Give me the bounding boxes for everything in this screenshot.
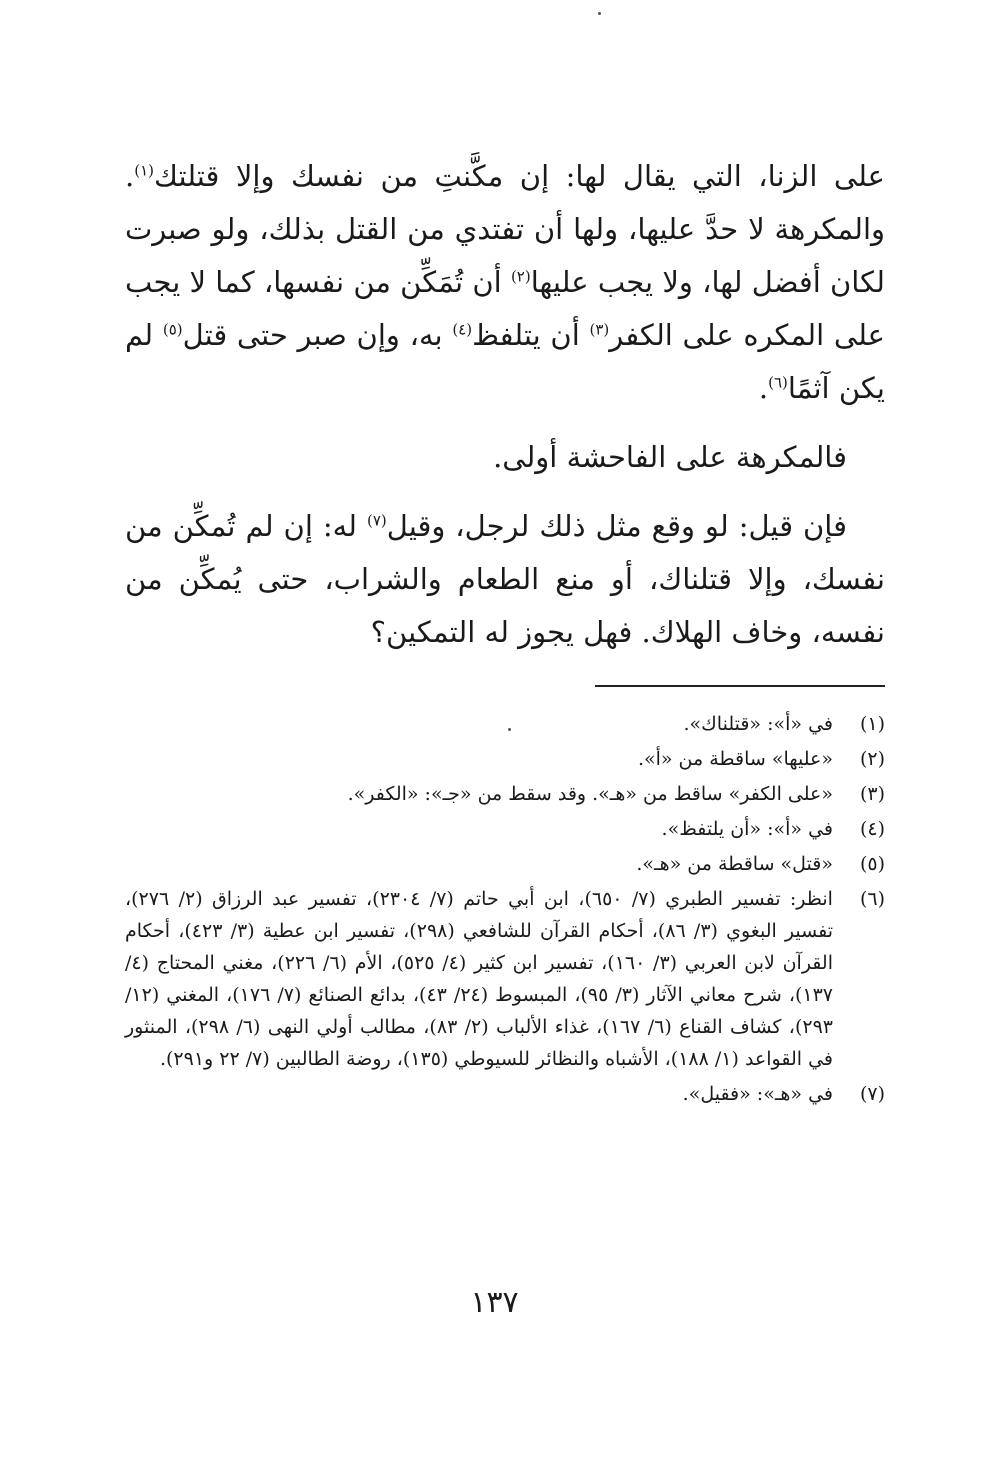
footnote-marker: (٤) (452, 320, 473, 339)
footnote-3 (125, 778, 885, 810)
footnote-number: (٦) (859, 888, 885, 910)
footnote-marker: (٦) (768, 373, 788, 392)
footnotes (125, 705, 885, 1113)
footnote-marker: (٢) (510, 267, 531, 286)
footnote-4 (125, 813, 885, 845)
paragraph-text: فإن قيل: لو وقع مثل ذلك لرجل، وقيل (386, 509, 848, 543)
paragraph-text: فالمكرهة على الفاحشة أولى. (493, 440, 847, 474)
paragraph-text: لم يكن آثمًا (125, 318, 885, 405)
footnote-number: (١) (859, 713, 885, 735)
paragraph-text: على الزنا، التي يقال لها: إن مكَّنتِ من نفسك وإلا قتلتك (154, 159, 885, 193)
paragraph-text: أن تُمَكِّن من نفسها، كما لا يجب على المكره على الكفر (125, 265, 885, 352)
scan-speck (598, 12, 601, 15)
footnote-marker: (٧) (366, 511, 387, 530)
footnote-text: «عليها» ساقطة من «أ». (637, 748, 833, 770)
paragraph-text: . والمكرهة لا حدَّ عليها، ولها أن تفتدي من القتل بذلك، ولو صبرت لكان أفضل لها، ولا يجب عليها (125, 159, 885, 299)
footnote-5 (125, 848, 885, 880)
footnote-number: (٧) (859, 1083, 885, 1105)
footnote-2 (125, 743, 885, 775)
scan-speck (508, 728, 511, 731)
footnote-number: (٤) (859, 818, 885, 840)
paragraph-3 (125, 500, 885, 659)
paragraph-text: . (758, 371, 769, 405)
paragraph-2 (125, 431, 885, 484)
footnote-number: (٢) (859, 748, 885, 770)
footnote-number: (٣) (859, 783, 885, 805)
footnote-text: في «أ»: «أن يلتفظ». (661, 818, 833, 840)
footnote-text: في «أ»: «قتلناك». (683, 713, 833, 735)
footnote-marker: (٣) (589, 320, 610, 339)
footnote-text: انظر: تفسير الطبري (٧/ ٦٥٠)، ابن أبي حاتم (٧/ ٢٣٠٤)، تفسير عبد الرزاق (٢/ ٢٧٦)، تفسير البغوي (٣/ ٨٦)، أحكام القرآن للشافعي (٢٩٨)، تفسير ابن عطية (٣/ ٤٢٣)، أحكام القرآن لابن العربي (٣/ ١٦٠)، تفسير ابن كثير (٤/ ٥٢٥)، الأم (٦/ ٢٢٦)، مغني المحتاج (٤/ ١٣٧)، شرح معاني الآثار (٣/ ٩٥)، المبسوط (٢٤/ ٤٣)، بدائع الصنائع (٧/ ١٧٦)، المغني (١٢/ ٢٩٣)، كشاف القناع (٦/ ١٦٧)، غذاء الألباب (٢/ ٨٣)، مطالب أولي النهى (٦/ ٢٩٨)، المنثور في القواعد (١/ ١٨٨)، الأشباه والنظائر للسيوطي (١٣٥)، روضة الطالبين (٧/ ٢٢ و٢٩١). (125, 888, 834, 1070)
paragraph-text: أن يتلفظ (472, 318, 590, 352)
footnote-marker: (١) (134, 161, 154, 180)
paragraph-text: له: إن لم تُمكِّن من نفسك، وإلا قتلناك، أو منع الطعام والشراب، حتى يُمكِّن من نفسه، وخاف الهلاك. فهل يجوز له التمكين؟ (125, 509, 885, 649)
footnote-separator (595, 685, 885, 687)
footnote-text: في «هـ»: «فقيل». (682, 1083, 833, 1105)
footnote-marker: (٥) (162, 320, 183, 339)
footnote-1 (125, 708, 885, 740)
footnote-text: «على الكفر» ساقط من «هـ». وقد سقط من «جـ»: «الكفر». (347, 783, 833, 805)
page-number: ١٣٧ (470, 1285, 519, 1320)
footnote-text: «قتل» ساقطة من «هـ». (636, 853, 833, 875)
footnote-6 (125, 883, 885, 1075)
footnote-7 (125, 1078, 885, 1110)
main-text (125, 150, 885, 659)
paragraph-text: به، وإن صبر حتى قتل (182, 318, 453, 352)
paragraph-1 (125, 150, 885, 415)
footnote-number: (٥) (859, 853, 885, 875)
